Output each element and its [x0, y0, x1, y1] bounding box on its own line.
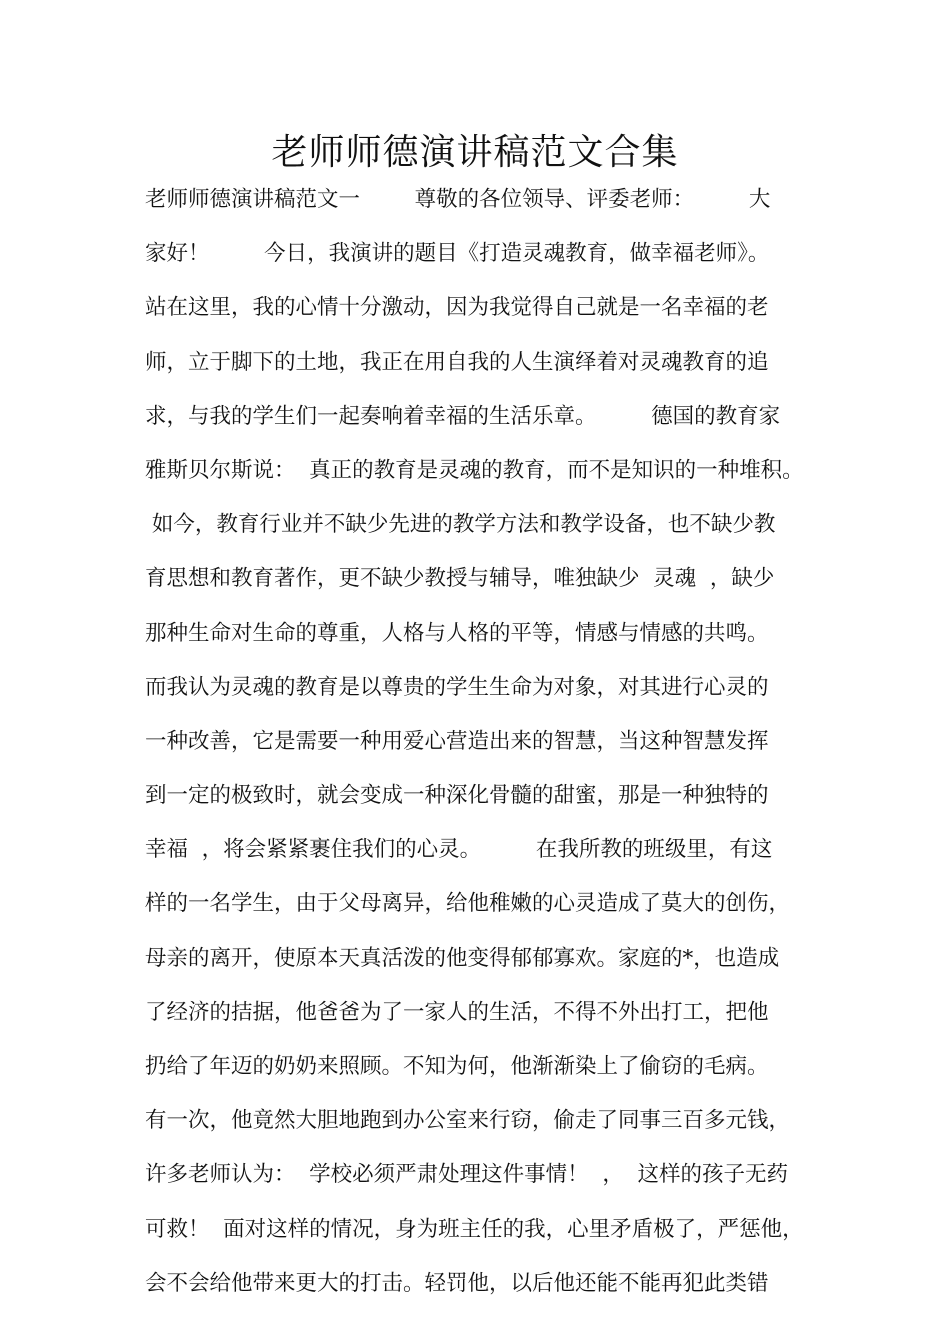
- body-line: 会不会给他带来更大的打击。轻罚他，以后他还能不能再犯此类错: [145, 1270, 769, 1296]
- body-line: 到一定的极致时，就会变成一种深化骨髓的甜蜜，那是一种独特的: [145, 783, 769, 809]
- body-line: 样的一名学生，由于父母离异，给他稚嫩的心灵造成了莫大的创伤，: [145, 891, 791, 917]
- body-line: 一种改善，它是需要一种用爱心营造出来的智慧，当这种智慧发挥: [145, 728, 769, 754]
- body-line: 了经济的拮据，他爸爸为了一家人的生活，不得不外出打工，把他: [145, 999, 769, 1025]
- document-title: 老师师德演讲稿范文合集: [271, 132, 679, 173]
- body-line: 师，立于脚下的土地，我正在用自我的人生演绎着对灵魂教育的追: [145, 349, 769, 375]
- body-line: 母亲的离开，使原本天真活泼的他变得郁郁寡欢。家庭的*，也造成: [145, 945, 780, 971]
- body-line: 许多老师认为： 学校必须严肃处理这件事情！ ， 这样的孩子无药: [145, 1162, 789, 1188]
- document-body: [145, 178, 825, 1316]
- body-line: 那种生命对生命的尊重，人格与人格的平等，情感与情感的共鸣。: [145, 620, 769, 646]
- body-line: 老师师德演讲稿范文一 尊敬的各位领导、评委老师： 大: [145, 187, 771, 212]
- body-line: 站在这里，我的心情十分激动，因为我觉得自己就是一名幸福的老: [145, 295, 769, 321]
- body-line: 而我认为灵魂的教育是以尊贵的学生生命为对象，对其进行心灵的: [145, 674, 769, 700]
- body-line: 家好！ 今日，我演讲的题目《打造灵魂教育，做幸福老师》。: [145, 241, 770, 267]
- body-line: 可救！ 面对这样的情况，身为班主任的我，心里矛盾极了，严惩他，: [145, 1216, 804, 1242]
- body-line: 育思想和教育著作，更不缺少教授与辅导，唯独缺少 灵魂 ，缺少: [145, 566, 775, 592]
- body-line: 求，与我的学生们一起奏响着幸福的生活乐章。 德国的教育家: [145, 403, 781, 429]
- body-line: 扔给了年迈的奶奶来照顾。不知为何，他渐渐染上了偷窃的毛病。: [145, 1054, 769, 1079]
- body-line: 幸福 ，将会紧紧裹住我们的心灵。 在我所教的班级里，有这: [145, 837, 773, 863]
- body-line: 有一次，他竟然大胆地跑到办公室来行窃，偷走了同事三百多元钱，: [145, 1108, 791, 1134]
- body-line: 雅斯贝尔斯说： 真正的教育是灵魂的教育，而不是知识的一种堆积。: [145, 457, 804, 483]
- body-line: 如今，教育行业并不缺少先进的教学方法和教学设备，也不缺少教: [145, 512, 776, 538]
